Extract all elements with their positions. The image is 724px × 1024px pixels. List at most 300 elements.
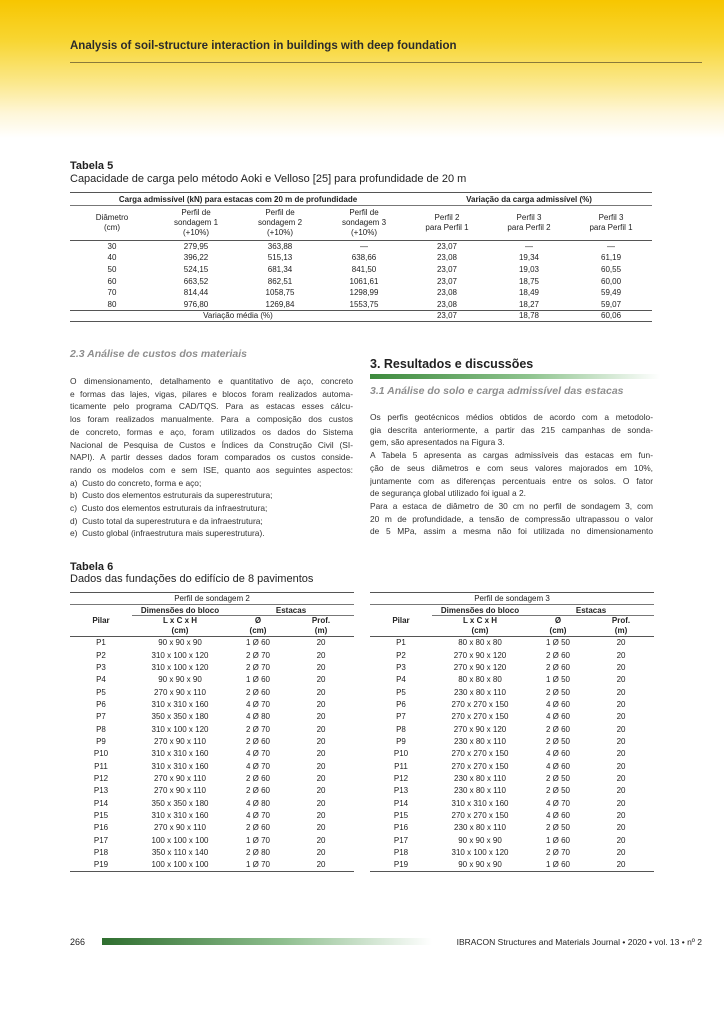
running-title: Analysis of soil-structure interaction in buildings with deep foundation bbox=[70, 40, 457, 52]
table-cell: 270 x 90 x 110 bbox=[154, 687, 206, 697]
table-cell: 1 Ø 70 bbox=[228, 859, 288, 871]
section-2-3-heading: 2.3 Análise de custos dos materiais bbox=[70, 348, 248, 360]
table-cell: 20 bbox=[316, 687, 326, 697]
table-cell: 19,03 bbox=[518, 264, 540, 274]
table-cell: 4 Ø 60 bbox=[545, 699, 570, 709]
table-cell: 681,34 bbox=[267, 264, 293, 274]
section-3-1-body bbox=[370, 411, 653, 538]
table-cell: P9 bbox=[96, 736, 106, 746]
table-cell: 20 bbox=[616, 798, 626, 808]
table-cell: P3 bbox=[96, 662, 106, 672]
table-cell: 310 x 310 x 160 bbox=[151, 810, 209, 820]
table-cell: P8 bbox=[96, 724, 106, 734]
table-cell: 20 bbox=[316, 650, 326, 660]
table-cell: 59,07 bbox=[601, 299, 622, 309]
table5 bbox=[70, 192, 652, 322]
table-cell: 2 Ø 60 bbox=[245, 736, 270, 746]
section-3-underline bbox=[370, 374, 660, 379]
table-cell: 4 Ø 80 bbox=[245, 798, 270, 808]
table-cell: P19 bbox=[70, 859, 132, 871]
table-cell: 20 bbox=[316, 761, 326, 771]
table-cell: 90 x 90 x 90 bbox=[158, 638, 202, 648]
table-cell: P14 bbox=[93, 798, 109, 808]
text-line: ticamente pelo programa CAD/TQS. Para as estacas esses cálcu- bbox=[70, 401, 353, 412]
table-cell: P1 bbox=[396, 638, 406, 648]
table-row bbox=[70, 661, 354, 673]
table-cell: 23,07 bbox=[436, 276, 458, 286]
text-line: juntamente com as diferenças percentuais entre os solos. O fator bbox=[370, 475, 653, 486]
table-row bbox=[70, 723, 354, 735]
table-cell: 20 bbox=[616, 650, 626, 660]
table5-col-var-3-2: Perfil 3 para Perfil 2 bbox=[488, 206, 570, 241]
table-cell: 18,75 bbox=[518, 276, 540, 286]
list-item: b) Custo dos elementos estruturais da superestrutura; bbox=[70, 490, 273, 501]
table-row bbox=[370, 772, 654, 784]
table6-profile3 bbox=[370, 592, 654, 872]
table-row bbox=[70, 264, 652, 276]
table-cell: 2 Ø 50 bbox=[545, 773, 570, 783]
table-row bbox=[370, 686, 654, 698]
table-row bbox=[370, 723, 654, 735]
table5-caption: Capacidade de carga pelo método Aoki e Velloso [25] para profundidade de 20 m bbox=[70, 173, 467, 185]
table5-average-label: Variação média (%) bbox=[70, 310, 406, 321]
text-line: 20 m de profundidade, a tensão de compressão ultrapassou o valor bbox=[370, 513, 653, 524]
table-cell: 270 x 90 x 120 bbox=[453, 662, 507, 672]
table-cell: 1058,75 bbox=[265, 288, 295, 298]
table-cell: 4 Ø 60 bbox=[545, 761, 570, 771]
table-cell: P9 bbox=[396, 736, 406, 746]
table-cell: P18 bbox=[393, 848, 409, 858]
table-cell: 18,49 bbox=[518, 288, 540, 298]
table-row bbox=[370, 661, 654, 673]
table-cell: 40 bbox=[107, 253, 117, 263]
table-row bbox=[370, 748, 654, 760]
table6-caption: Dados das fundações do edifício de 8 pavimentos bbox=[70, 573, 314, 585]
table-row bbox=[70, 760, 354, 772]
table-cell: — bbox=[607, 242, 616, 252]
table-cell: P6 bbox=[96, 699, 106, 709]
table-cell: P19 bbox=[370, 859, 432, 871]
table-cell: 270 x 270 x 150 bbox=[451, 712, 509, 722]
text-line: rando os modelos com e sem ISE, quanto aos seguintes aspectos: bbox=[70, 464, 353, 475]
table-cell: 4 Ø 70 bbox=[245, 699, 270, 709]
table-row bbox=[370, 785, 654, 797]
table5-col-var-3-1: Perfil 3 para Perfil 1 bbox=[570, 206, 652, 241]
table-cell: 20 bbox=[316, 749, 326, 759]
table-row bbox=[70, 649, 354, 661]
table-cell: 100 x 100 x 100 bbox=[151, 835, 209, 845]
table-row bbox=[370, 698, 654, 710]
table-row bbox=[370, 859, 654, 871]
table-cell: P14 bbox=[393, 798, 409, 808]
table6-profile2 bbox=[70, 592, 354, 872]
table-row bbox=[70, 686, 354, 698]
header-rule bbox=[70, 62, 702, 63]
table-cell: P8 bbox=[396, 724, 406, 734]
page-number: 266 bbox=[70, 937, 86, 947]
table-cell: P17 bbox=[93, 835, 109, 845]
table-cell: 1 Ø 60 bbox=[245, 675, 270, 685]
table-cell: 90 x 90 x 90 bbox=[432, 859, 528, 871]
table-cell: 23,08 bbox=[436, 288, 458, 298]
table6-col-pilar: Pilar bbox=[370, 605, 432, 637]
table-cell: 396,22 bbox=[183, 253, 209, 263]
table6-col-depth: Prof. (m) bbox=[588, 616, 654, 637]
table-cell: P18 bbox=[93, 848, 109, 858]
table-cell: 20 bbox=[316, 638, 326, 648]
table-cell: 20 bbox=[616, 687, 626, 697]
table-cell: 4 Ø 70 bbox=[245, 761, 270, 771]
table-cell: P16 bbox=[93, 823, 109, 833]
text-line: de concreto, formas e aço, foram utilizados os dados do Sistema bbox=[70, 426, 353, 437]
table-row bbox=[70, 252, 652, 264]
table-cell: P13 bbox=[393, 786, 409, 796]
text-line: Nacional de Pesquisa de Custos e Índices da Construção Civil (SI- bbox=[70, 439, 353, 450]
table-cell: P5 bbox=[96, 687, 106, 697]
table-cell: 841,50 bbox=[351, 264, 377, 274]
table6-col-depth: Prof. (m) bbox=[288, 616, 354, 637]
table-cell: 350 x 110 x 140 bbox=[151, 848, 209, 858]
table-cell: 350 x 350 x 180 bbox=[151, 798, 209, 808]
table-cell: P12 bbox=[93, 773, 109, 783]
table-cell: 59,49 bbox=[601, 288, 622, 298]
table-cell: 1 Ø 60 bbox=[528, 859, 588, 871]
table-cell: 20 bbox=[316, 712, 326, 722]
text-line: de segurança global utilizado foi igual a 2. bbox=[370, 488, 526, 499]
table5-group-capacity: Carga admissível (kN) para estacas com 20 m de profundidade bbox=[70, 193, 406, 206]
table-cell: 2 Ø 50 bbox=[545, 786, 570, 796]
table-cell: — bbox=[360, 242, 368, 252]
table-row bbox=[370, 637, 654, 649]
table-cell: 1298,99 bbox=[349, 288, 379, 298]
table-cell: 4 Ø 80 bbox=[245, 712, 270, 722]
table-row bbox=[70, 241, 652, 253]
table-row bbox=[70, 735, 354, 747]
table-cell: 270 x 270 x 150 bbox=[451, 810, 509, 820]
list-item: c) Custo dos elementos estruturais da infraestrutura; bbox=[70, 503, 268, 514]
table-cell: 862,51 bbox=[267, 276, 293, 286]
table-cell: 18,27 bbox=[518, 299, 540, 309]
journal-info: IBRACON Structures and Materials Journal • 2020 • vol. 13 • nº 2 bbox=[456, 937, 702, 947]
section-3-heading: 3. Resultados e discussões bbox=[370, 357, 534, 371]
table-cell: 363,88 bbox=[267, 242, 293, 252]
table-row bbox=[70, 859, 354, 871]
table-cell: 1 Ø 60 bbox=[545, 835, 570, 845]
table-row bbox=[70, 674, 354, 686]
table6-left-title: Perfil de sondagem 2 bbox=[70, 593, 354, 605]
table5-average-value: 60,06 bbox=[570, 310, 652, 321]
table-cell: 230 x 80 x 110 bbox=[454, 687, 506, 697]
table-cell: 976,80 bbox=[183, 299, 209, 309]
table-cell: P11 bbox=[94, 761, 108, 771]
table-cell: 50 bbox=[107, 264, 117, 274]
table-cell: P17 bbox=[393, 835, 409, 845]
table6-col-lch: L x C x H (cm) bbox=[132, 616, 228, 637]
table-cell: 23,07 bbox=[436, 264, 458, 274]
table-cell: P4 bbox=[96, 675, 106, 685]
table-cell: 20 bbox=[316, 724, 326, 734]
table-cell: 310 x 310 x 160 bbox=[151, 761, 209, 771]
section-2-3-body bbox=[70, 375, 353, 540]
table-cell: 19,34 bbox=[518, 253, 540, 263]
text-line: los foram realizados manualmente. Para a composição dos custos bbox=[70, 414, 353, 425]
list-item: d) Custo total da superestrutura e da infraestrutura; bbox=[70, 515, 263, 526]
table-cell: 30 bbox=[107, 242, 117, 252]
table-cell: 2 Ø 70 bbox=[245, 724, 270, 734]
table-cell: 20 bbox=[288, 859, 354, 871]
table-cell: 4 Ø 70 bbox=[545, 798, 570, 808]
table-row bbox=[70, 834, 354, 846]
table-cell: 310 x 100 x 120 bbox=[151, 724, 209, 734]
table-row bbox=[370, 649, 654, 661]
table-cell: 1 Ø 50 bbox=[545, 675, 570, 685]
table-cell: 20 bbox=[616, 675, 626, 685]
table-cell: 663,52 bbox=[183, 276, 209, 286]
table-cell: 20 bbox=[316, 699, 326, 709]
text-line: de 5 MPa, assim a mesma não foi utilizada no dimensionamento bbox=[370, 526, 653, 537]
table5-average-value: 23,07 bbox=[406, 310, 488, 321]
table-cell: 20 bbox=[616, 823, 626, 833]
table-cell: P7 bbox=[96, 712, 106, 722]
table-row bbox=[70, 298, 652, 310]
text-line: Os perfis geotécnicos médios obtidos de acordo com a metodolo- bbox=[370, 412, 653, 422]
table6-col-lch: L x C x H (cm) bbox=[432, 616, 528, 637]
table-cell: 2 Ø 60 bbox=[545, 724, 570, 734]
table-cell: 90 x 90 x 90 bbox=[158, 675, 202, 685]
table-cell: 20 bbox=[588, 859, 654, 871]
table-row bbox=[370, 809, 654, 821]
table-cell: 20 bbox=[616, 724, 626, 734]
table-cell: P6 bbox=[396, 699, 406, 709]
table-cell: P7 bbox=[396, 712, 406, 722]
table-cell: 2 Ø 60 bbox=[245, 773, 270, 783]
table-row bbox=[70, 711, 354, 723]
table-row bbox=[70, 287, 652, 299]
table-row bbox=[70, 772, 354, 784]
table-row bbox=[70, 797, 354, 809]
table-cell: 2 Ø 60 bbox=[545, 662, 570, 672]
table-cell: P12 bbox=[393, 773, 409, 783]
table-cell: 4 Ø 60 bbox=[545, 712, 570, 722]
table-cell: 20 bbox=[616, 749, 626, 759]
list-item: e) Custo global (infraestrutura mais superestrutura). bbox=[70, 528, 265, 539]
table-cell: P2 bbox=[396, 650, 406, 660]
table-cell: 2 Ø 80 bbox=[245, 848, 270, 858]
table-cell: P13 bbox=[93, 786, 109, 796]
table-cell: P4 bbox=[396, 675, 406, 685]
table-row bbox=[370, 834, 654, 846]
table5-col-profile3: Perfil de sondagem 3 (+10%) bbox=[322, 206, 406, 241]
table-cell: 2 Ø 70 bbox=[545, 848, 570, 858]
table-cell: 270 x 90 x 110 bbox=[154, 823, 206, 833]
table-cell: 270 x 270 x 150 bbox=[451, 699, 509, 709]
text-line: ção de seus diâmetros e com seus valores majorados em 10%, bbox=[370, 462, 653, 473]
list-item: a) Custo do concreto, forma e aço; bbox=[70, 477, 202, 488]
table-cell: 4 Ø 60 bbox=[545, 810, 570, 820]
table-cell: 20 bbox=[616, 736, 626, 746]
table-cell: P1 bbox=[96, 638, 106, 648]
table-cell: 230 x 80 x 110 bbox=[454, 736, 506, 746]
table-cell: 310 x 310 x 160 bbox=[451, 798, 509, 808]
table-cell: 638,66 bbox=[351, 253, 377, 263]
table-row bbox=[70, 275, 652, 287]
text-line: e formas das lajes, vigas, pilares e blocos foram realizados automa- bbox=[70, 388, 353, 399]
table-cell: 20 bbox=[316, 786, 326, 796]
table-cell: 60,55 bbox=[601, 264, 622, 274]
table-cell: 20 bbox=[616, 662, 626, 672]
table-cell: P2 bbox=[96, 650, 106, 660]
table-cell: 4 Ø 70 bbox=[245, 810, 270, 820]
table-cell: 230 x 80 x 110 bbox=[454, 786, 506, 796]
table-cell: 20 bbox=[616, 773, 626, 783]
text-line: Para a estaca de diâmetro de 30 cm no perfil de sondagem 3, com bbox=[370, 500, 653, 511]
table-cell: 20 bbox=[316, 823, 326, 833]
table-cell: P15 bbox=[93, 810, 109, 820]
table-cell: 350 x 350 x 180 bbox=[151, 712, 209, 722]
table-row bbox=[370, 760, 654, 772]
table-cell: 814,44 bbox=[183, 288, 209, 298]
table-cell: 20 bbox=[316, 798, 326, 808]
table-cell: 310 x 100 x 120 bbox=[451, 848, 509, 858]
table-cell: 20 bbox=[616, 810, 626, 820]
table-cell: 20 bbox=[616, 699, 626, 709]
table-cell: 310 x 310 x 160 bbox=[151, 699, 209, 709]
table6-col-block-dimensions: Dimensões do bloco bbox=[432, 605, 528, 616]
table-cell: 270 x 90 x 120 bbox=[453, 724, 507, 734]
table-cell: P10 bbox=[93, 749, 109, 759]
table-cell: 20 bbox=[316, 736, 326, 746]
table5-col-profile1: Perfil de sondagem 1 (+10%) bbox=[154, 206, 238, 241]
table-cell: 60,00 bbox=[601, 276, 622, 286]
table-cell: 23,07 bbox=[436, 242, 458, 252]
table-row bbox=[70, 822, 354, 834]
table-cell: 70 bbox=[107, 288, 117, 298]
table5-col-var-2-1: Perfil 2 para Perfil 1 bbox=[406, 206, 488, 241]
table-cell: 2 Ø 60 bbox=[245, 687, 270, 697]
table-cell: 1269,84 bbox=[265, 299, 295, 309]
table-cell: 2 Ø 50 bbox=[545, 736, 570, 746]
table-cell: 270 x 90 x 120 bbox=[453, 650, 507, 660]
table-cell: P11 bbox=[394, 761, 408, 771]
table-row bbox=[370, 822, 654, 834]
table-row bbox=[70, 809, 354, 821]
table-cell: P16 bbox=[393, 823, 409, 833]
table-cell: 60 bbox=[107, 276, 117, 286]
table6-col-diameter: Ø (cm) bbox=[228, 616, 288, 637]
table-cell: 20 bbox=[316, 773, 326, 783]
table-cell: 524,15 bbox=[183, 264, 209, 274]
table-row bbox=[70, 785, 354, 797]
text-line: gem, são apresentados na Figura 3. bbox=[370, 437, 505, 448]
table-cell: 2 Ø 70 bbox=[245, 662, 270, 672]
table6-col-pilar: Pilar bbox=[70, 605, 132, 637]
table-cell: 230 x 80 x 110 bbox=[454, 773, 506, 783]
table-row bbox=[70, 637, 354, 649]
table-row bbox=[70, 748, 354, 760]
text-line: A Tabela 5 apresenta as cargas admissíveis das estacas em fun- bbox=[370, 450, 653, 461]
table5-group-variation: Variação da carga admissível (%) bbox=[406, 193, 652, 206]
table-cell: 20 bbox=[316, 662, 326, 672]
section-3-1-heading: 3.1 Análise do solo e carga admissível das estacas bbox=[370, 385, 624, 397]
table-cell: — bbox=[525, 242, 533, 252]
table-cell: 20 bbox=[616, 786, 626, 796]
table-cell: 20 bbox=[616, 761, 626, 771]
table-cell: 2 Ø 60 bbox=[245, 823, 270, 833]
text-line: NAPI). A partir desses dados foram comparados os custos conside- bbox=[70, 452, 353, 463]
table6-label: Tabela 6 bbox=[70, 561, 114, 573]
table-cell: 230 x 80 x 110 bbox=[454, 823, 506, 833]
table-cell: 310 x 100 x 120 bbox=[151, 650, 209, 660]
table-cell: 1553,75 bbox=[349, 299, 379, 309]
table-cell: 100 x 100 x 100 bbox=[132, 859, 228, 871]
table-cell: 20 bbox=[316, 848, 326, 858]
table-row bbox=[370, 674, 654, 686]
table-cell: 515,13 bbox=[267, 253, 293, 263]
table-cell: 2 Ø 60 bbox=[545, 650, 570, 660]
table-cell: 279,95 bbox=[183, 242, 209, 252]
table6-right-title: Perfil de sondagem 3 bbox=[370, 593, 654, 605]
header-band bbox=[0, 0, 724, 138]
table-cell: 2 Ø 60 bbox=[245, 786, 270, 796]
table-cell: 20 bbox=[316, 675, 326, 685]
table-cell: 2 Ø 50 bbox=[545, 823, 570, 833]
table-cell: 23,08 bbox=[436, 299, 458, 309]
table-cell: P3 bbox=[396, 662, 406, 672]
table-cell: 270 x 90 x 110 bbox=[154, 773, 206, 783]
table-row bbox=[70, 698, 354, 710]
table-cell: 270 x 270 x 150 bbox=[451, 749, 509, 759]
table5-label: Tabela 5 bbox=[70, 160, 114, 172]
table5-average-value: 18,78 bbox=[488, 310, 570, 321]
table-cell: 1 Ø 50 bbox=[545, 638, 570, 648]
table-cell: 80 x 80 x 80 bbox=[458, 638, 502, 648]
table-cell: 20 bbox=[616, 638, 626, 648]
table-cell: 270 x 270 x 150 bbox=[451, 761, 509, 771]
table-cell: 4 Ø 60 bbox=[545, 749, 570, 759]
table-cell: 4 Ø 70 bbox=[245, 749, 270, 759]
table-cell: 1061,61 bbox=[349, 276, 379, 286]
table-cell: P5 bbox=[396, 687, 406, 697]
table-cell: 2 Ø 70 bbox=[245, 650, 270, 660]
table-row bbox=[370, 735, 654, 747]
table-cell: 80 bbox=[107, 299, 117, 309]
table6-col-piles: Estacas bbox=[528, 605, 654, 616]
table-cell: 20 bbox=[316, 835, 326, 845]
table-cell: 270 x 90 x 110 bbox=[154, 736, 206, 746]
table-row bbox=[70, 846, 354, 858]
table5-col-diameter: Diâmetro (cm) bbox=[70, 206, 154, 241]
table-cell: 310 x 100 x 120 bbox=[151, 662, 209, 672]
table-cell: 20 bbox=[316, 810, 326, 820]
footer-bar bbox=[102, 938, 432, 945]
table6-col-diameter: Ø (cm) bbox=[528, 616, 588, 637]
table-cell: 2 Ø 50 bbox=[545, 687, 570, 697]
table-cell: 1 Ø 70 bbox=[245, 835, 270, 845]
table-row bbox=[370, 846, 654, 858]
table-cell: P10 bbox=[393, 749, 409, 759]
text-line: O dimensionamento, detalhamento e quantitativo de aço, concreto bbox=[70, 376, 353, 386]
table-row bbox=[370, 711, 654, 723]
text-line: gia descrita anteriormente, a partir das 215 campanhas de sonda- bbox=[370, 424, 653, 435]
table-row bbox=[370, 797, 654, 809]
table-cell: 20 bbox=[616, 712, 626, 722]
table-cell: 61,19 bbox=[601, 253, 622, 263]
table-cell: 270 x 90 x 110 bbox=[154, 786, 206, 796]
table-cell: 80 x 80 x 80 bbox=[458, 675, 502, 685]
table6-col-piles: Estacas bbox=[228, 605, 354, 616]
table5-col-profile2: Perfil de sondagem 2 (+10%) bbox=[238, 206, 322, 241]
table-cell: 1 Ø 60 bbox=[245, 638, 270, 648]
